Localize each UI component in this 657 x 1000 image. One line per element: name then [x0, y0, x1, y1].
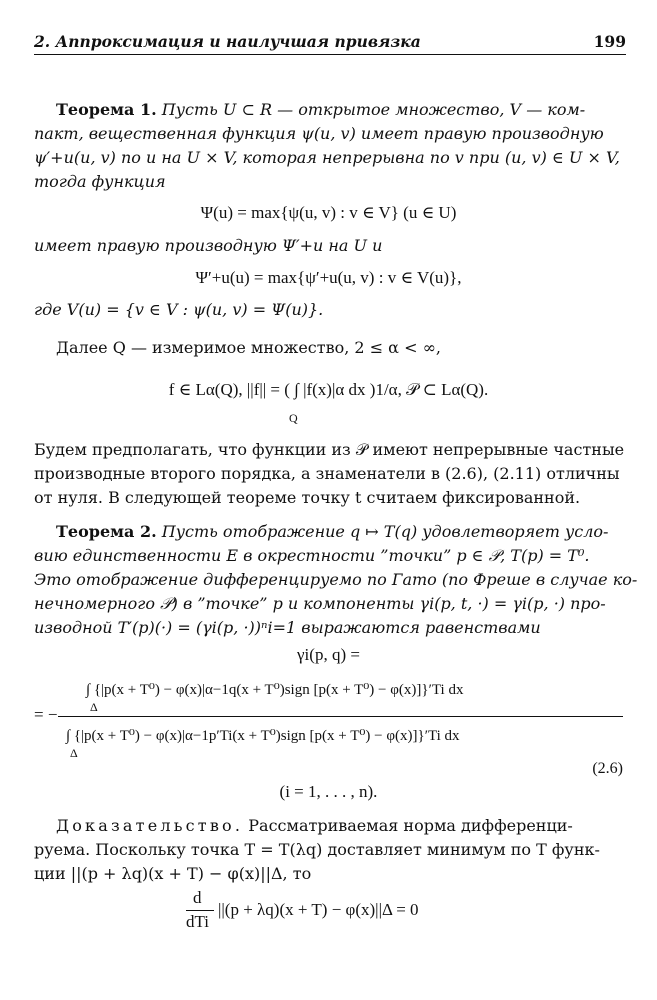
- body1-line4: от нуля. В следующей теореме точку t считаем фиксированной.: [34, 488, 581, 507]
- theorem1-label: Теорема 1.: [56, 100, 157, 119]
- theorem1-line6: где V(u) = {v ∈ V : ψ(u, v) = Ψ(u)}.: [34, 300, 324, 319]
- theorem2-line1: [56, 522, 608, 541]
- proof-formula: ||(p + λq)(x + T) − φ(x)||Δ = 0: [218, 900, 419, 919]
- fraction-bar: [58, 716, 623, 717]
- derivative-numerator: d: [193, 888, 202, 907]
- theorem1-formula2: Ψ′+u(u) = max{ψ′+u(u, v) : v ∈ V(u)},: [195, 268, 462, 287]
- derivative-denominator: dTi: [186, 912, 210, 931]
- norm-formula: f ∈ Lα(Q), ||f|| = ( ∫ |f(x)|α dx )1/α, 𝒫 ⊂ Lα(Q).: [168, 380, 489, 399]
- theorem2-label: Теорема 2.: [56, 522, 157, 541]
- eq-prefix: = −: [34, 705, 58, 724]
- proof-label: Доказательство.: [56, 816, 244, 835]
- theorem1-line5: имеет правую производную Ψ′+u на U и: [34, 236, 383, 255]
- running-header: [34, 30, 626, 55]
- theorem1-line2: пакт, вещественная функция ψ(u, v) имеет правую производную: [34, 124, 604, 143]
- theorem1-line3: ψ′+u(u, v) по u на U × V, которая непрерывна по v при (u, v) ∈ U × V,: [34, 148, 620, 167]
- theorem2-line3: Это отображение дифференцируемо по Гато (по Фреше в случае ко-: [34, 570, 638, 589]
- body1-line1: Далее Q — измеримое множество, 2 ≤ α < ∞,: [56, 338, 441, 357]
- numerator-integral-subscript: Δ: [90, 700, 98, 714]
- index-range: (i = 1, . . . , n).: [279, 782, 378, 801]
- theorem2-line4: нечномерного 𝒫) в ”точке” p и компоненты γi(p, t, ·) = γi(p, ·) про-: [34, 594, 606, 613]
- equation-number: (2.6): [592, 760, 623, 777]
- theorem1-line1: [56, 100, 585, 119]
- norm-integral-subscript: Q: [289, 411, 298, 425]
- proof-line1-text: Рассматриваемая норма дифференци-: [248, 816, 573, 835]
- theorem2-line2: вию единственности E в окрестности ”точки” p ∈ 𝒫, T(p) = T⁰.: [34, 546, 590, 565]
- eq-numerator: ∫ {|p(x + T⁰) − φ(x)|α−1q(x + T⁰)sign [p(x + T⁰) − φ(x)]}′Ti dx: [86, 682, 464, 698]
- body1-line2: Будем предполагать, что функции из 𝒫 имеют непрерывные частные: [34, 440, 625, 459]
- eq-denominator: ∫ {|p(x + T⁰) − φ(x)|α−1p′Ti(x + T⁰)sign [p(x + T⁰) − φ(x)]}′Ti dx: [66, 728, 460, 744]
- theorem2-line5: изводной T′(p)(·) = (γi(p, ·))ⁿi=1 выражаются равенствами: [34, 618, 541, 637]
- gamma-lhs: γi(p, q) =: [297, 645, 360, 664]
- theorem1-line4: тогда функция: [34, 172, 166, 191]
- body1-line3: производные второго порядка, а знаменатели в (2.6), (2.11) отличны: [34, 464, 620, 483]
- section-title: 2. Аппроксимация и наилучшая привязка: [34, 32, 421, 51]
- theorem1-line1-text: Пусть U ⊂ R — открытое множество, V — ком-: [161, 100, 586, 119]
- derivative-bar: [186, 910, 214, 911]
- theorem1-formula1: Ψ(u) = max{ψ(u, v) : v ∈ V} (u ∈ U): [200, 203, 457, 222]
- proof-line2: руема. Поскольку точка T = T(λq) доставляет минимум по T функ-: [34, 840, 600, 859]
- theorem2-line1-text: Пусть отображение q ↦ T(q) удовлетворяет усло-: [161, 522, 609, 541]
- proof-line3: ции ||(p + λq)(x + T) − φ(x)||Δ, то: [34, 864, 312, 883]
- denominator-integral-subscript: Δ: [70, 746, 78, 760]
- page-number: 199: [593, 32, 626, 51]
- proof-line1: [56, 816, 573, 835]
